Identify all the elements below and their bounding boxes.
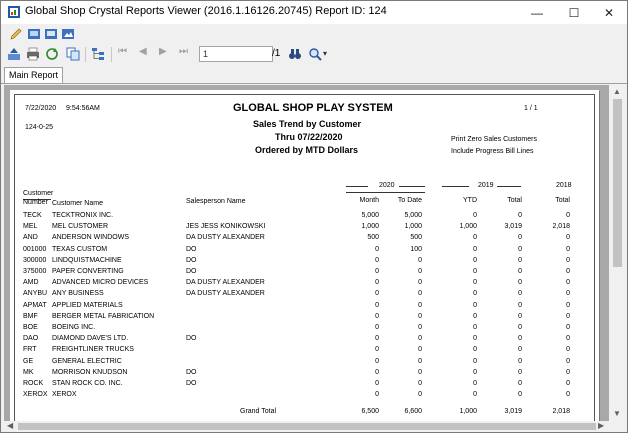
to-date-value: 0 (418, 256, 422, 264)
month-value: 0 (375, 268, 379, 275)
table-row (15, 234, 594, 245)
customer-number: BMF (23, 312, 38, 320)
total-2018-value: 0 (566, 335, 570, 343)
total-2019-value: 0 (518, 368, 522, 376)
customer-number: BOE (23, 324, 38, 331)
table-row (15, 380, 594, 391)
company-name: GLOBAL SHOP PLAY SYSTEM (233, 102, 393, 114)
ytd-value: 0 (473, 324, 477, 331)
salesperson-name: DA DUSTY ALEXANDER (186, 234, 265, 242)
to-date-value: 0 (418, 312, 422, 320)
customer-name: GENERAL ELECTRIC (52, 357, 122, 365)
year-2018-label: 2018 (556, 182, 572, 189)
total-2019-value: 3,019 (504, 223, 522, 231)
customer-number: AND (23, 234, 38, 242)
to-date-value: 0 (418, 268, 422, 275)
total-2019-value: 0 (518, 380, 522, 387)
month-value: 5,000 (361, 212, 379, 219)
salesperson-name: DO (186, 368, 197, 376)
report-icon[interactable] (44, 27, 58, 41)
customer-number: 375000 (23, 268, 47, 275)
first-page-button[interactable]: ⏮ (118, 46, 127, 57)
table-row (15, 257, 594, 268)
total-2019-value: 0 (518, 357, 522, 365)
ytd-value: 0 (473, 256, 477, 264)
customer-name: TECKTRONIX INC. (52, 212, 114, 219)
column-header-to-date: To Date (397, 197, 422, 204)
customer-name: MORRISON KNUDSON (52, 368, 128, 376)
ytd-value: 0 (473, 335, 477, 343)
ytd-value: 0 (473, 380, 477, 387)
total-2018-value: 0 (566, 279, 570, 287)
grand-total-2019: 3,019 (504, 408, 522, 415)
table-row (15, 313, 594, 324)
table-row (15, 358, 594, 369)
year-2019-dash-left (442, 186, 469, 187)
column-header-customer-name: Customer Name (52, 200, 103, 207)
option-print-zero: Print Zero Sales Customers (451, 136, 537, 143)
total-2018-value: 0 (566, 234, 570, 242)
to-date-value: 100 (410, 245, 422, 253)
customer-name: APPLIED MATERIALS (52, 301, 123, 309)
total-2019-value: 0 (518, 391, 522, 399)
ytd-value: 0 (473, 290, 477, 298)
customer-number: MK (23, 368, 34, 376)
scroll-right-arrow-icon[interactable]: ▶ (598, 421, 605, 430)
total-2018-value: 2,018 (552, 223, 570, 231)
year-2019-label: 2019 (478, 182, 494, 189)
find-binoculars-icon[interactable] (288, 47, 302, 61)
copy-icon[interactable] (66, 47, 80, 61)
ytd-value: 0 (473, 268, 477, 275)
to-date-value: 0 (418, 380, 422, 387)
total-2019-value: 0 (518, 256, 522, 264)
report-order: Ordered by MTD Dollars (255, 145, 359, 155)
salesperson-name: DO (186, 256, 197, 264)
customer-name: ADVANCED MICRO DEVICES (52, 279, 149, 287)
month-value: 0 (375, 312, 379, 320)
vertical-scroll-thumb[interactable] (613, 99, 622, 267)
option-progress-bill: Include Progress Bill Lines (451, 148, 534, 155)
report-page (10, 90, 599, 421)
total-2018-value: 0 (566, 391, 570, 399)
total-2018-value: 0 (566, 301, 570, 309)
page-number-input[interactable]: 1 (199, 46, 273, 62)
month-value: 1,000 (361, 223, 379, 231)
table-row (15, 346, 594, 357)
month-value: 0 (375, 368, 379, 376)
toolbar-separator (111, 47, 112, 62)
next-page-button[interactable]: ▶ (159, 46, 167, 57)
toolbar-separator (85, 47, 86, 62)
column-header-total-2018: Total (555, 197, 570, 204)
month-value: 500 (367, 234, 379, 242)
year-2020-dash-left (346, 186, 368, 187)
report-tabs (1, 66, 627, 84)
scrollbar-corner (609, 421, 626, 432)
customer-number: FRT (23, 346, 37, 354)
image-icon[interactable] (61, 27, 75, 41)
to-date-value: 0 (418, 279, 422, 287)
quick-toolbar (1, 24, 627, 43)
table-row (15, 391, 594, 402)
customer-name: LINDQUISTMACHINE (52, 256, 122, 264)
to-date-value: 0 (418, 368, 422, 376)
customer-number: TECK (23, 212, 42, 219)
total-2018-value: 0 (566, 346, 570, 354)
total-2018-value: 0 (566, 212, 570, 219)
ytd-value: 0 (473, 212, 477, 219)
horizontal-scroll-thumb[interactable] (18, 423, 596, 430)
year-2020-label: 2020 (379, 182, 395, 189)
to-date-value: 0 (418, 357, 422, 365)
to-date-value: 0 (418, 335, 422, 343)
total-2019-value: 0 (518, 234, 522, 242)
customer-name: FREIGHTLINER TRUCKS (52, 346, 134, 354)
table-row (15, 290, 594, 301)
customer-number: ROCK (23, 380, 44, 387)
salesperson-name: DA DUSTY ALEXANDER (186, 290, 265, 298)
export-report-icon[interactable] (7, 47, 21, 61)
year-2019-dash-right (497, 186, 521, 187)
customer-number: XEROX (23, 391, 48, 399)
total-2018-value: 0 (566, 256, 570, 264)
ytd-value: 0 (473, 346, 477, 354)
to-date-value: 500 (410, 234, 422, 242)
month-value: 0 (375, 245, 379, 253)
total-2019-value: 0 (518, 346, 522, 354)
salesperson-name: DO (186, 380, 197, 387)
report-thru-date: Thru 07/22/2020 (275, 132, 343, 142)
ytd-value: 0 (473, 312, 477, 320)
column-header-ytd: YTD (463, 197, 477, 204)
table-row (15, 324, 594, 335)
grand-total-month: 6,500 (361, 408, 379, 415)
scroll-left-arrow-icon[interactable]: ◀ (7, 421, 14, 430)
table-row (15, 246, 594, 257)
table-row (15, 369, 594, 380)
column-header-total-2019: Total (507, 197, 522, 204)
customer-name: MEL CUSTOMER (52, 223, 109, 231)
to-date-value: 1,000 (404, 223, 422, 231)
customer-name: STAN ROCK CO. INC. (52, 380, 123, 387)
table-row (15, 223, 594, 234)
page-info: 1 / 1 (524, 105, 538, 112)
report-code: 124-0-25 (25, 124, 54, 131)
to-date-value: 0 (418, 346, 422, 354)
salesperson-name: DA DUSTY ALEXANDER (186, 279, 265, 287)
month-value: 0 (375, 357, 379, 365)
to-date-value: 0 (418, 324, 422, 331)
table-row (15, 335, 594, 346)
customer-number: APMAT (23, 301, 47, 309)
month-value: 0 (375, 324, 379, 331)
report-title: Sales Trend by Customer (253, 119, 362, 129)
title-bar (1, 1, 627, 24)
ytd-value: 0 (473, 368, 477, 376)
ytd-value: 0 (473, 234, 477, 242)
customer-number: AMD (23, 279, 39, 287)
report-date: 7/22/2020 (25, 105, 57, 112)
customer-name: ANDERSON WINDOWS (52, 234, 129, 242)
total-2019-value: 0 (518, 335, 522, 343)
total-2018-value: 0 (566, 324, 570, 331)
horizontal-scrollbar[interactable] (4, 421, 609, 432)
viewer-toolbar (1, 43, 627, 67)
customer-name: DIAMOND DAVE'S LTD. (52, 335, 129, 343)
customer-name: ANY BUSINESS (52, 290, 104, 298)
total-2019-value: 0 (518, 290, 522, 298)
month-value: 0 (375, 335, 379, 343)
customer-number: 300000 (23, 256, 47, 264)
column-header-customer: Customer (23, 190, 54, 197)
window-title: Global Shop Crystal Reports Viewer (2016.1.16126.20745) Report ID: 124 (25, 5, 387, 17)
column-header-number: Number (23, 199, 48, 206)
table-row (15, 212, 594, 223)
total-2018-value: 0 (566, 290, 570, 298)
total-2019-value: 0 (518, 212, 522, 219)
print-icon[interactable] (26, 47, 40, 61)
total-2018-value: 0 (566, 312, 570, 320)
report-canvas (4, 85, 609, 421)
close-button[interactable]: ✕ (603, 5, 615, 20)
customer-number: MEL (23, 223, 38, 231)
month-value: 0 (375, 380, 379, 387)
month-value: 0 (375, 391, 379, 399)
salesperson-name: DO (186, 335, 197, 343)
ytd-value: 0 (473, 357, 477, 365)
to-date-value: 0 (418, 301, 422, 309)
grand-total-2018: 2,018 (552, 408, 570, 415)
last-page-button[interactable]: ⏭ (179, 46, 188, 57)
customer-name: BOEING INC. (52, 324, 96, 331)
previous-page-button[interactable]: ◀ (139, 46, 147, 57)
scroll-down-arrow-icon[interactable]: ▼ (613, 409, 621, 418)
table-row (15, 302, 594, 313)
customer-name: TEXAS CUSTOM (52, 245, 108, 253)
ytd-value: 0 (473, 301, 477, 309)
maximize-button[interactable]: ☐ (568, 5, 580, 20)
grand-total-to-date: 6,600 (404, 408, 422, 415)
salesperson-name: DO (186, 268, 197, 275)
total-2018-value: 0 (566, 245, 570, 253)
customer-number: ANYBU (23, 290, 48, 298)
grand-total-ytd: 1,000 (459, 408, 477, 415)
ytd-value: 0 (473, 245, 477, 253)
total-2019-value: 0 (518, 324, 522, 331)
total-2018-value: 0 (566, 380, 570, 387)
customer-name: XEROX (52, 391, 77, 399)
ytd-value: 1,000 (459, 223, 477, 231)
page-total: /1 (272, 48, 281, 59)
month-value: 0 (375, 256, 379, 264)
salesperson-name: DO (186, 245, 197, 253)
app-icon (8, 6, 20, 18)
month-value: 0 (375, 290, 379, 298)
column-header-salesperson: Salesperson Name (186, 198, 246, 205)
to-date-value: 0 (418, 391, 422, 399)
ytd-value: 0 (473, 279, 477, 287)
total-2019-value: 0 (518, 301, 522, 309)
zoom-dropdown-arrow[interactable]: ▾ (323, 49, 328, 58)
table-row (15, 268, 594, 279)
customer-name: PAPER CONVERTING (52, 268, 124, 275)
table-row (15, 279, 594, 290)
group-tree-icon[interactable] (91, 47, 105, 61)
column-header-month: Month (359, 197, 379, 204)
report-time: 9:54:56AM (66, 105, 100, 112)
zoom-icon[interactable] (308, 47, 322, 61)
total-2019-value: 0 (518, 312, 522, 320)
ytd-value: 0 (473, 391, 477, 399)
tab-main-report[interactable]: Main Report (4, 67, 63, 83)
total-2019-value: 0 (518, 279, 522, 287)
total-2019-value: 0 (518, 268, 522, 275)
month-value: 0 (375, 279, 379, 287)
to-date-value: 5,000 (404, 212, 422, 219)
customer-name: BERGER METAL FABRICATION (52, 312, 155, 320)
customer-number: DAO (23, 335, 39, 343)
month-value: 0 (375, 346, 379, 354)
salesperson-name: JES JESS KONIKOWSKI (186, 223, 266, 231)
customer-number: GE (23, 357, 34, 365)
total-2018-value: 0 (566, 368, 570, 376)
total-2018-value: 0 (566, 268, 570, 275)
total-2018-value: 0 (566, 357, 570, 365)
total-2019-value: 0 (518, 245, 522, 253)
scroll-up-arrow-icon[interactable]: ▲ (613, 87, 621, 96)
year-2020-underline (346, 192, 425, 193)
customer-number: 001000 (23, 245, 47, 253)
vertical-scrollbar[interactable] (609, 85, 626, 421)
year-2020-dash-right (399, 186, 425, 187)
export-icon[interactable] (27, 27, 41, 41)
report-page-border (14, 94, 595, 421)
refresh-icon[interactable] (45, 47, 59, 61)
month-value: 0 (375, 301, 379, 309)
to-date-value: 0 (418, 290, 422, 298)
minimize-button[interactable]: — (531, 5, 543, 20)
pencil-icon[interactable] (9, 27, 23, 41)
grand-total-label: Grand Total (240, 408, 277, 415)
